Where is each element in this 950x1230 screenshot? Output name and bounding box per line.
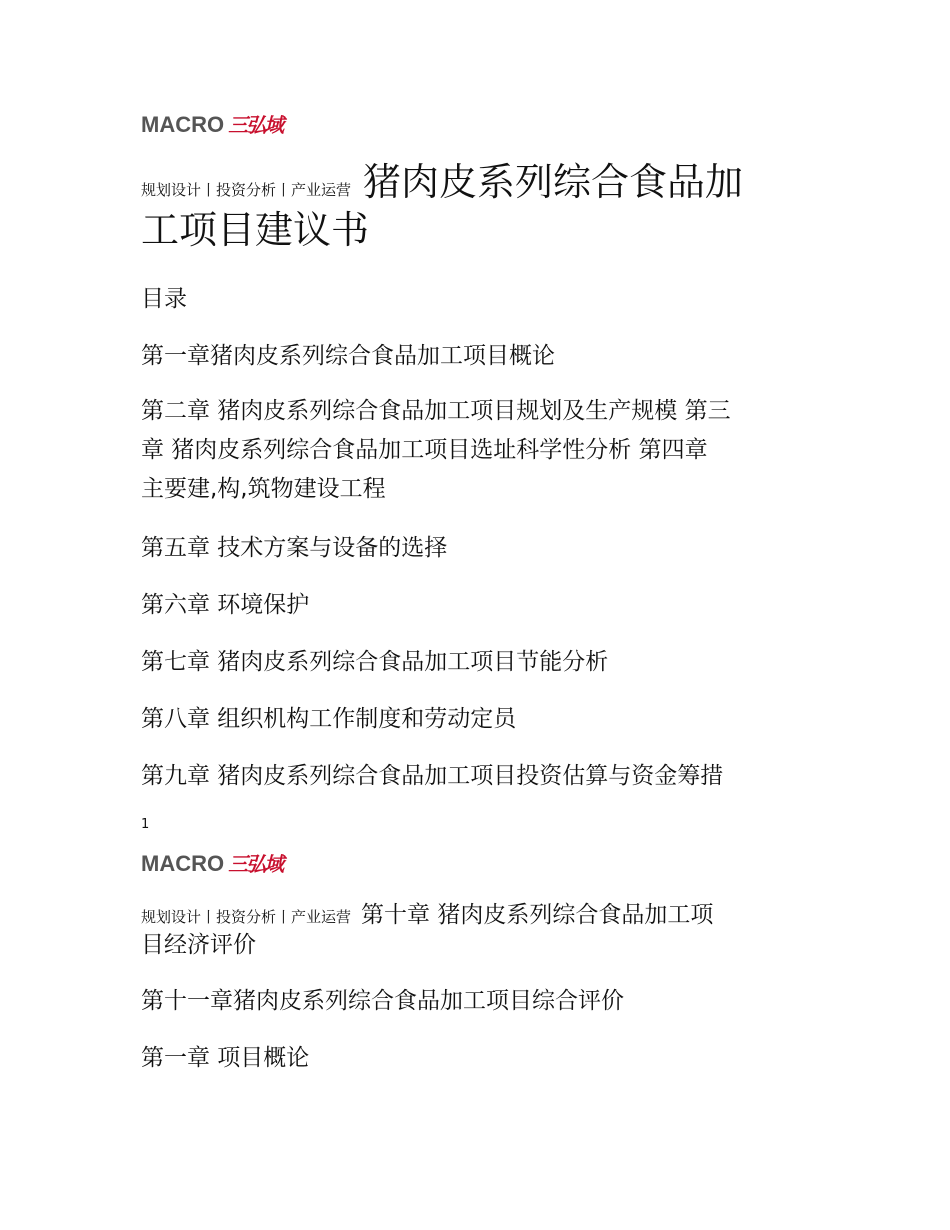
- company-logo: [141, 112, 297, 138]
- toc-chapter-1: 第一章猪肉皮系列综合食品加工项目概论: [141, 343, 555, 369]
- page-number: 1: [141, 817, 150, 832]
- toc-chapter-7: 第七章 猪肉皮系列综合食品加工项目节能分析: [141, 649, 609, 675]
- toc-chapter-9: 第九章 猪肉皮系列综合食品加工项目投资估算与资金筹措: [141, 763, 724, 789]
- tagline-page-2: 规划设计丨投资分析丨产业运营: [141, 908, 352, 926]
- document-title: [141, 158, 831, 254]
- toc-chapters-2-4-line-1: 第二章 猪肉皮系列综合食品加工项目规划及生产规模 第三: [141, 398, 731, 424]
- title-line-1: 猪肉皮系列综合食品加: [363, 160, 744, 204]
- tagline: 规划设计丨投资分析丨产业运营: [141, 181, 352, 199]
- toc-chapter-8: 第八章 组织机构工作制度和劳动定员: [141, 706, 517, 732]
- logo-text-en: MACRO: [141, 851, 225, 876]
- toc-chapter-11: 第十一章猪肉皮系列综合食品加工项目综合评价: [141, 988, 624, 1014]
- title-line-2: 工项目建议书: [141, 208, 370, 252]
- logo-text-cn: 三弘域: [228, 113, 283, 137]
- chapter-1-heading: 第一章 项目概论: [141, 1045, 310, 1071]
- logo-text-cn: 三弘域: [228, 852, 283, 876]
- logo-text-en: MACRO: [141, 112, 225, 137]
- page-2-header-line: [141, 896, 713, 929]
- toc-chapters-2-4: [141, 392, 831, 509]
- toc-chapter-10-line-2: 目经济评价: [141, 932, 256, 958]
- toc-chapter-6: 第六章 环境保护: [141, 592, 310, 618]
- toc-chapter-10-line-1: 第十章 猪肉皮系列综合食品加工项: [361, 902, 714, 928]
- toc-heading: 目录: [141, 286, 187, 312]
- company-logo-page-2: [141, 851, 297, 877]
- toc-chapters-2-4-line-3: 主要建,构,筑物建设工程: [141, 476, 386, 502]
- toc-chapter-5: 第五章 技术方案与设备的选择: [141, 535, 448, 561]
- toc-chapters-2-4-line-2: 章 猪肉皮系列综合食品加工项目选址科学性分析 第四章: [141, 437, 708, 463]
